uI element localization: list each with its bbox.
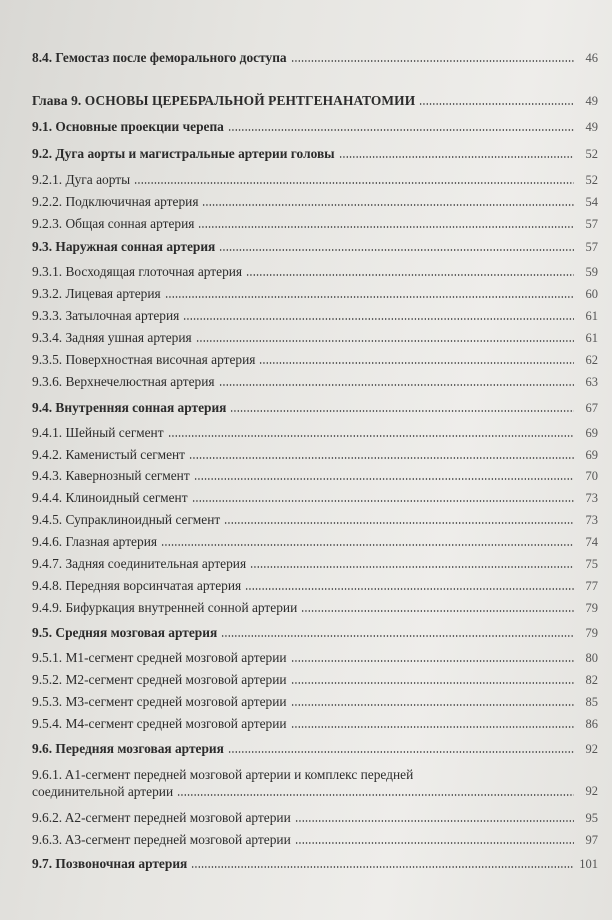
toc-page-number: 80 [585, 651, 598, 665]
toc-entry-title: 9.3.4. Задняя ушная артерия [32, 330, 192, 345]
toc-page-number: 70 [585, 469, 598, 483]
toc-entry-title: 9.5.2. M2-сегмент средней мозговой артерии [32, 672, 287, 687]
toc-page-number: 74 [585, 535, 598, 549]
leader-dots [191, 866, 574, 868]
toc-entry-title: 9.4.3. Кавернозный сегмент [32, 468, 190, 483]
leader-dots [161, 544, 574, 546]
toc-entry [32, 625, 598, 641]
toc-entry [32, 832, 598, 848]
toc-page-number: 73 [585, 513, 598, 527]
toc-entry-title: 9.2.3. Общая сонная артерия [32, 216, 195, 231]
toc-entry-title: 9.2. Дуга аорты и магистральные артерии головы [32, 146, 335, 161]
toc-entry-title: 9.3.6. Верхнечелюстная артерия [32, 374, 215, 389]
toc-page-number: 63 [585, 375, 598, 389]
toc-entry-title: 9.4.7. Задняя соединительная артерия [32, 556, 247, 571]
toc-entry-title: 9.4.6. Глазная артерия [32, 534, 158, 549]
toc-entry [32, 308, 598, 324]
leader-dots [228, 129, 574, 131]
toc-page-number: 49 [585, 94, 598, 108]
toc-entry [32, 194, 598, 210]
toc-entry [32, 374, 598, 390]
toc-page-number: 95 [585, 811, 598, 825]
toc-entry [32, 239, 598, 255]
toc-entry [32, 216, 598, 232]
toc-page-number: 85 [585, 695, 598, 709]
toc-entry [32, 856, 598, 872]
leader-dots [246, 274, 574, 276]
toc-entry [32, 578, 598, 594]
leader-dots [295, 842, 574, 844]
toc-entry [32, 447, 598, 463]
toc-entry-title: 9.5.1. M1-сегмент средней мозговой артерии [32, 650, 287, 665]
leader-dots [250, 566, 574, 568]
toc-page-number: 60 [585, 287, 598, 301]
toc-entry-title: 9.3.2. Лицевая артерия [32, 286, 161, 301]
toc-page-number: 54 [585, 195, 598, 209]
leader-dots [291, 60, 574, 62]
toc-entry [32, 741, 598, 757]
toc-entry [32, 146, 598, 162]
leader-dots [192, 500, 574, 502]
toc-entry-title: 9.4. Внутренняя сонная артерия [32, 400, 227, 415]
toc-page-number: 69 [585, 426, 598, 440]
toc-page-number: 77 [585, 579, 598, 593]
toc-entry [32, 50, 598, 66]
leader-dots [196, 340, 574, 342]
toc-page-number: 62 [585, 353, 598, 367]
toc-entry-title: 9.4.1. Шейный сегмент [32, 425, 164, 440]
toc-entry [32, 534, 598, 550]
leader-dots [177, 794, 574, 796]
toc-page-number: 79 [585, 601, 598, 615]
toc-entry [32, 600, 598, 616]
toc-entry-title: 9.2.2. Подключичная артерия [32, 194, 199, 209]
toc-entry-title: 8.4. Гемостаз после феморального доступа [32, 50, 287, 65]
toc-entry-title: 9.3.5. Поверхностная височная артерия [32, 352, 256, 367]
toc-entry-title: 9.4.4. Клиноидный сегмент [32, 490, 188, 505]
toc-page-number: 69 [585, 448, 598, 462]
toc-entry [32, 119, 598, 135]
leader-dots [194, 478, 574, 480]
toc-page-number: 82 [585, 673, 598, 687]
leader-dots [168, 435, 574, 437]
toc-page-number: 79 [585, 626, 598, 640]
toc-entry [32, 468, 598, 484]
toc-entry [32, 512, 598, 528]
toc-entry-continuation [32, 783, 598, 800]
toc-entry [32, 650, 598, 666]
toc-entry-title: 9.6. Передняя мозговая артерия [32, 741, 224, 756]
toc-page-number: 101 [579, 857, 598, 871]
toc-entry-title: 9.4.9. Бифуркация внутренней сонной артерии [32, 600, 298, 615]
toc-entry-title: 9.1. Основные проекции черепа [32, 119, 224, 134]
toc-entry [32, 330, 598, 346]
toc-page-number: 59 [585, 265, 598, 279]
leader-dots [291, 726, 574, 728]
toc-entry-title: 9.6.1. A1-сегмент передней мозговой артерии и комплекс передней [32, 767, 414, 782]
toc-page-number: 92 [585, 742, 598, 756]
leader-dots [301, 610, 574, 612]
toc-page-number: 57 [585, 217, 598, 231]
toc-entry [32, 286, 598, 302]
toc-entry-multiline [32, 766, 598, 800]
toc-entry-title: 9.2.1. Дуга аорты [32, 172, 131, 187]
leader-dots [134, 182, 574, 184]
leader-dots [230, 410, 574, 412]
toc-entry [32, 810, 598, 826]
toc-chapter-heading [32, 93, 598, 109]
leader-dots [419, 103, 574, 105]
leader-dots [224, 522, 574, 524]
toc-page-number: 61 [585, 331, 598, 345]
leader-dots [339, 156, 574, 158]
toc-entry-title: 9.4.2. Каменистый сегмент [32, 447, 186, 462]
leader-dots [291, 660, 574, 662]
leader-dots [202, 204, 574, 206]
leader-dots [219, 249, 574, 251]
toc-entry-title: Глава 9. ОСНОВЫ ЦЕРЕБРАЛЬНОЙ РЕНТГЕНАНАТОМИИ [32, 93, 416, 108]
leader-dots [259, 362, 574, 364]
toc-page-number: 97 [585, 833, 598, 847]
toc-page-number: 49 [585, 120, 598, 134]
toc-entry [32, 490, 598, 506]
toc-entry [32, 400, 598, 416]
toc-entry-title: 9.3. Наружная сонная артерия [32, 239, 216, 254]
toc-entry-title: 9.3.3. Затылочная артерия [32, 308, 180, 323]
toc-page-number: 52 [585, 147, 598, 161]
leader-dots [221, 635, 574, 637]
toc-page-number: 52 [585, 173, 598, 187]
toc-entry [32, 172, 598, 188]
leader-dots [228, 751, 574, 753]
toc-entry [32, 694, 598, 710]
toc-entry-title-line2: соединительной артерии [32, 784, 174, 799]
toc-page-number: 57 [585, 240, 598, 254]
leader-dots [291, 682, 574, 684]
toc-entry-title: 9.3.1. Восходящая глоточная артерия [32, 264, 243, 279]
toc-entry [32, 264, 598, 280]
toc-page-number: 67 [585, 401, 598, 415]
toc-entry [32, 556, 598, 572]
toc-page-number: 75 [585, 557, 598, 571]
leader-dots [165, 296, 574, 298]
leader-dots [291, 704, 574, 706]
toc-page-number: 86 [585, 717, 598, 731]
toc-entry [32, 352, 598, 368]
toc-entry [32, 425, 598, 441]
toc-entry-title: 9.6.2. A2-сегмент передней мозговой артерии [32, 810, 291, 825]
toc-entry [32, 672, 598, 688]
toc-page-number: 92 [585, 784, 598, 798]
toc-page-number: 73 [585, 491, 598, 505]
toc-page-number: 46 [585, 51, 598, 65]
leader-dots [245, 588, 574, 590]
toc-page-number: 61 [585, 309, 598, 323]
toc-entry-title: 9.4.5. Супраклиноидный сегмент [32, 512, 221, 527]
toc-entry-title: 9.6.3. A3-сегмент передней мозговой артерии [32, 832, 291, 847]
leader-dots [295, 820, 574, 822]
leader-dots [219, 384, 574, 386]
toc-entry-title: 9.5. Средняя мозговая артерия [32, 625, 218, 640]
toc-entry-title: 9.5.3. M3-сегмент средней мозговой артерии [32, 694, 287, 709]
leader-dots [189, 457, 574, 459]
leader-dots [198, 226, 574, 228]
leader-dots [183, 318, 574, 320]
toc-entry-title: 9.5.4. M4-сегмент средней мозговой артерии [32, 716, 287, 731]
toc-entry-title: 9.4.8. Передняя ворсинчатая артерия [32, 578, 242, 593]
toc-entry-title: 9.7. Позвоночная артерия [32, 856, 188, 871]
toc-entry [32, 716, 598, 732]
